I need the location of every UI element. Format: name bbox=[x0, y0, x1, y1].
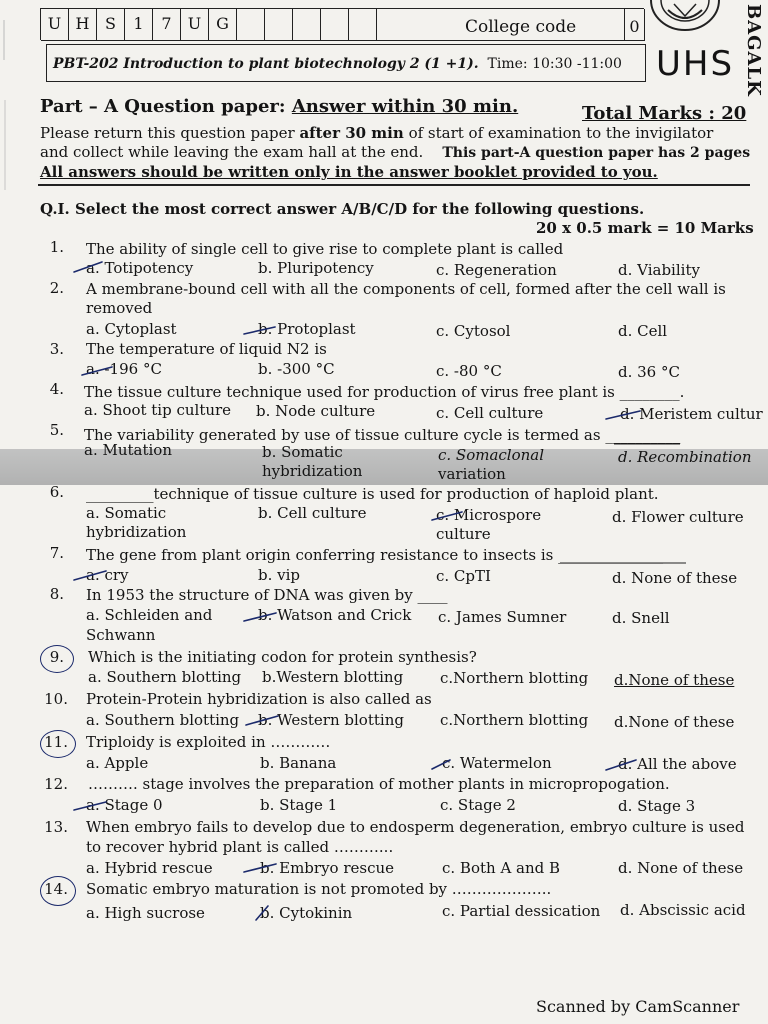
instr-pages: This part-A question paper has 2 pages bbox=[442, 145, 751, 161]
question-text: The variability generated by use of tissue culture cycle is termed as __________ bbox=[84, 426, 681, 444]
option-c: c. Partial dessication bbox=[442, 902, 601, 920]
option-d: d. 36 °C bbox=[618, 363, 680, 381]
option-b: b. vip bbox=[258, 566, 301, 584]
reg-cell: H bbox=[69, 9, 97, 41]
option-b: b. Cytokinin bbox=[260, 904, 353, 922]
option-a: a. Somatic bbox=[86, 504, 167, 522]
question-number: 8. bbox=[49, 585, 64, 603]
reg-cell: U bbox=[181, 9, 209, 41]
question-text: In 1953 the structure of DNA was given by ____ bbox=[86, 586, 448, 604]
option-a-cont: hybridization bbox=[86, 523, 187, 541]
instr-text: of start of examination to the invigilator bbox=[408, 124, 714, 142]
option-a: a. Southern blotting bbox=[88, 668, 242, 686]
option-d: d.None of these bbox=[614, 671, 735, 689]
option-b-cont: hybridization bbox=[262, 462, 363, 480]
option-b: b.Western blotting bbox=[262, 668, 404, 686]
reg-cell: 1 bbox=[125, 9, 153, 41]
option-a: a. Southern blotting bbox=[86, 711, 240, 729]
question-number: 5. bbox=[49, 421, 64, 439]
option-a: a. -196 °C bbox=[86, 360, 162, 378]
question-number: 10. bbox=[44, 690, 68, 708]
section-heading: Q.I. Select the most correct answer A/B/C/D for the following questions. bbox=[40, 200, 645, 218]
side-text: BAGALK bbox=[743, 4, 764, 97]
option-b: b. Protoplast bbox=[258, 320, 356, 338]
option-b: b. Somatic bbox=[262, 443, 343, 461]
option-d: d. Abscissic acid bbox=[620, 901, 746, 919]
section-marks: 20 x 0.5 mark = 10 Marks bbox=[536, 219, 754, 237]
option-a: a. Hybrid rescue bbox=[86, 859, 213, 877]
option-a-cont: Schwann bbox=[86, 626, 156, 644]
option-d: d. None of these bbox=[612, 569, 738, 587]
question-text: The gene from plant origin conferring resistance to insects is ______________ bbox=[86, 546, 664, 564]
question-text: A membrane-bound cell with all the components of cell, formed after the cell wall is bbox=[86, 280, 726, 298]
college-code-value: 0 bbox=[625, 9, 645, 41]
option-d: d.None of these bbox=[614, 713, 735, 731]
part-a-time-limit: Answer within 30 min. bbox=[291, 96, 519, 117]
question-text: Which is the initiating codon for protein synthesis? bbox=[88, 648, 477, 666]
question-number: 13. bbox=[44, 818, 68, 836]
option-c: c.Northern blotting bbox=[440, 711, 589, 729]
reg-cell: 7 bbox=[153, 9, 181, 41]
question-number: 11. bbox=[44, 733, 68, 751]
option-a: a. High sucrose bbox=[86, 904, 205, 922]
option-b: b. Western blotting bbox=[258, 711, 404, 729]
question-number: 4. bbox=[49, 380, 64, 398]
reg-cell: U bbox=[41, 9, 69, 41]
question-text-cont: removed bbox=[86, 299, 153, 317]
option-c: c. Cytosol bbox=[436, 322, 511, 340]
reg-cell: G bbox=[209, 9, 237, 41]
option-c-cont: culture bbox=[436, 525, 491, 543]
option-b: b. Pluripotency bbox=[258, 259, 374, 277]
option-b: b. Embryo rescue bbox=[260, 859, 395, 877]
option-c: c.Northern blotting bbox=[440, 669, 589, 687]
option-d: d. Cell bbox=[618, 322, 668, 340]
option-b: b. Cell culture bbox=[258, 504, 367, 522]
option-a: a. cry bbox=[86, 566, 129, 584]
question-number: 14. bbox=[44, 880, 68, 898]
question-number: 3. bbox=[49, 340, 64, 358]
question-text: The ability of single cell to give rise to complete plant is called bbox=[86, 240, 564, 258]
option-c: c. James Sumner bbox=[438, 608, 567, 626]
option-b: b. Banana bbox=[260, 754, 337, 772]
option-b: b. Stage 1 bbox=[260, 796, 338, 814]
question-text: Protein-Protein hybridization is also called as bbox=[86, 690, 432, 708]
option-a: a. Totipotency bbox=[86, 259, 194, 277]
option-d: d. Meristem cultur bbox=[620, 405, 763, 423]
option-d: d. None of these bbox=[618, 859, 744, 877]
option-d: d. Stage 3 bbox=[618, 797, 696, 815]
exam-time: Time: 10:30 -11:00 bbox=[487, 56, 622, 72]
option-b: b. -300 °C bbox=[258, 360, 335, 378]
question-text: When embryo fails to develop due to endosperm degeneration, embryo culture is used bbox=[86, 818, 745, 836]
instr-text: Please return this question paper bbox=[40, 124, 295, 142]
total-marks: Total Marks : 20 bbox=[582, 103, 747, 124]
course-title: PBT-202 Introduction to plant biotechnology 2 (1 +1). bbox=[53, 56, 479, 72]
question-number: 9. bbox=[49, 648, 64, 666]
option-a: a. Mutation bbox=[84, 441, 172, 459]
instr-bold: after 30 min bbox=[299, 124, 404, 142]
option-c: c. Somaclonal bbox=[438, 446, 545, 464]
instr-text: and collect while leaving the exam hall at the end. bbox=[40, 143, 424, 161]
option-d: d. All the above bbox=[618, 755, 737, 773]
option-c-cont: variation bbox=[438, 465, 506, 483]
option-c: c. Microspore bbox=[436, 506, 542, 524]
option-a: a. Shoot tip culture bbox=[84, 401, 232, 419]
question-number: 2. bbox=[49, 279, 64, 297]
question-text-cont: to recover hybrid plant is called ………... bbox=[86, 838, 394, 856]
option-c: c. Cell culture bbox=[436, 404, 544, 422]
scanner-watermark: Scanned by CamScanner bbox=[536, 997, 740, 1016]
question-number: 12. bbox=[44, 775, 68, 793]
option-b: b. Node culture bbox=[256, 402, 376, 420]
option-c: c. Regeneration bbox=[436, 261, 557, 279]
college-code-label: College code bbox=[465, 17, 577, 37]
question-text: The tissue culture technique used for production of virus free plant is ________. bbox=[84, 383, 685, 401]
option-d: d. Snell bbox=[612, 609, 670, 627]
instruction-line-3: All answers should be written only in the answer booklet provided to you. bbox=[40, 163, 658, 181]
question-number: 1. bbox=[49, 238, 64, 256]
option-c: c. CpTI bbox=[436, 567, 491, 585]
option-c: c. -80 °C bbox=[436, 362, 502, 380]
option-d: d. Flower culture bbox=[612, 508, 744, 526]
question-text: Somatic embryo maturation is not promoted by ……………….. bbox=[86, 880, 552, 898]
part-a-prefix: Part – A Question paper: bbox=[40, 96, 286, 117]
option-c: c. Both A and B bbox=[442, 859, 561, 877]
question-number: 6. bbox=[49, 483, 64, 501]
option-a: a. Cytoplast bbox=[86, 320, 177, 338]
option-a: a. Schleiden and bbox=[86, 606, 213, 624]
option-a: a. Apple bbox=[86, 754, 149, 772]
option-a: a. Stage 0 bbox=[86, 796, 163, 814]
option-c: c. Watermelon bbox=[442, 754, 552, 772]
reg-cell: S bbox=[97, 9, 125, 41]
question-text: ………. stage involves the preparation of mother plants in micropropogation. bbox=[88, 775, 670, 793]
uhs-label: UHS bbox=[656, 44, 735, 84]
option-d: d. Viability bbox=[618, 261, 700, 279]
option-b: b. Watson and Crick bbox=[258, 606, 412, 624]
option-c: c. Stage 2 bbox=[440, 796, 516, 814]
question-text: _________technique of tissue culture is used for production of haploid plant. bbox=[86, 485, 659, 503]
question-text: The temperature of liquid N2 is bbox=[86, 340, 327, 358]
question-number: 7. bbox=[49, 544, 64, 562]
question-text: Triploidy is exploited in ………… bbox=[86, 733, 331, 751]
option-d: d. Recombination bbox=[618, 448, 752, 466]
